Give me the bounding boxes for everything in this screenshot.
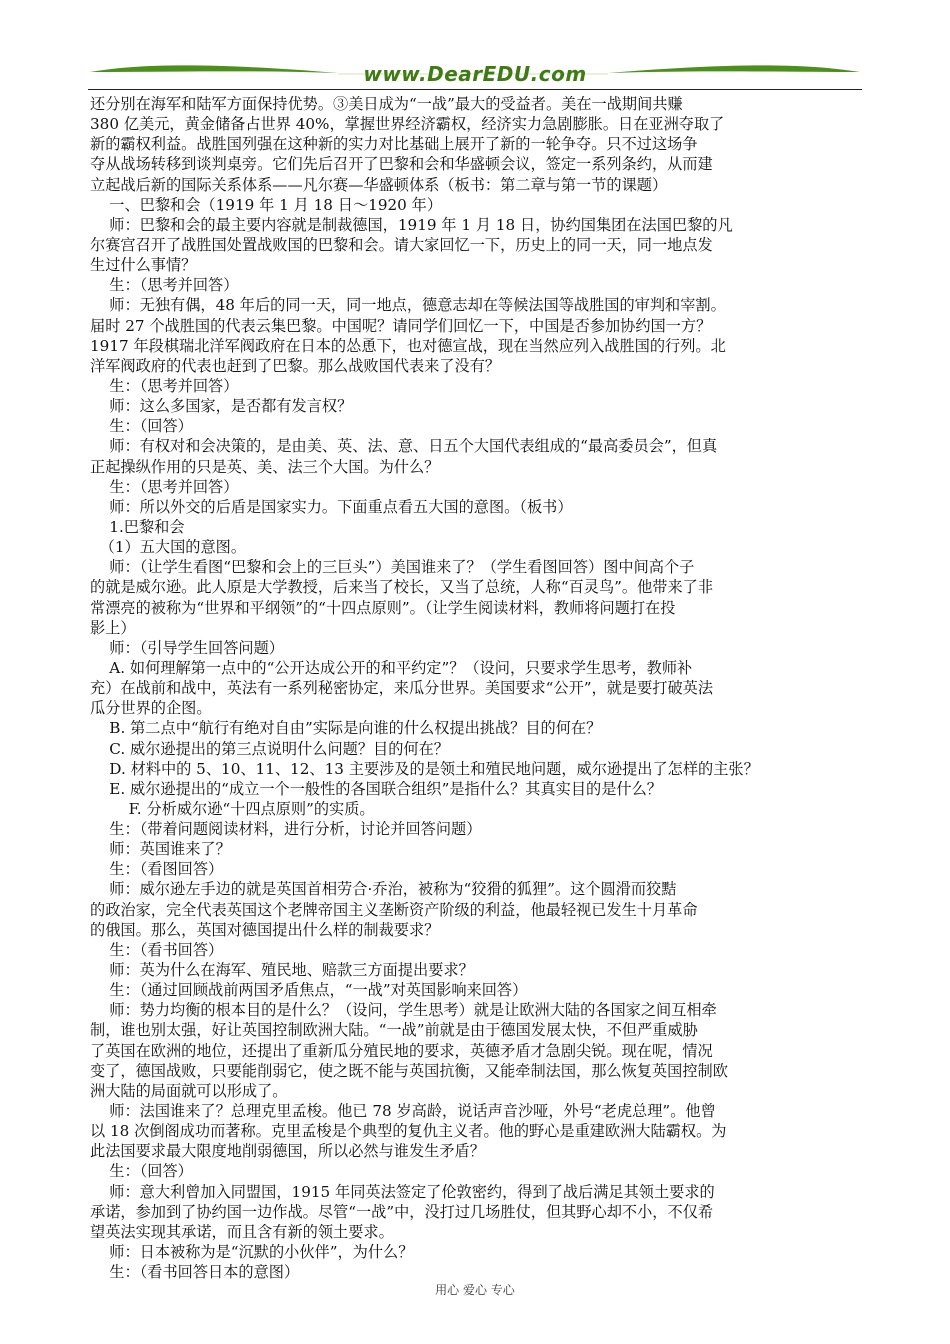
text-line: 师：英为什么在海军、殖民地、赔款三方面提出要求？ [90, 961, 474, 980]
text-line: 生过什么事情？ [90, 256, 197, 275]
text-line: A. 如何理解第一点中的“公开达成公开的和平约定”？（设问，只要求学生思考，教师补 [90, 658, 693, 677]
text-line: 一、巴黎和会（1919 年 1 月 18 日～1920 年） [90, 195, 443, 214]
text-line: 制，谁也别太强，好让英国控制欧洲大陆。“一战”前就是由于德国发展太快，不但严重威胁 [90, 1021, 698, 1040]
text-line: C. 威尔逊提出的第三点说明什么问题？目的何在？ [90, 739, 449, 758]
text-line: 瓜分世界的企图。 [90, 699, 212, 718]
text-line: 1.巴黎和会 [90, 517, 185, 536]
text-line: 师：（引导学生回答问题） [90, 638, 284, 657]
page-header [88, 58, 862, 92]
text-line: 常漂亮的被称为“世界和平纲领”的“十四点原则”。（让学生阅读材料，教师将问题打在投 [90, 598, 676, 617]
text-line: 380 亿美元，黄金储备占世界 40%，掌握世界经济霸权，经济实力急剧膨胀。日在亚洲夺取了 [90, 115, 725, 134]
text-line: 师：这么多国家，是否都有发言权？ [90, 397, 353, 416]
text-line: 以 18 次倒阁成功而著称。克里孟梭是个典型的复仇主义者。他的野心是重建欧洲大陆霸权。为 [90, 1122, 727, 1141]
document-body [90, 94, 870, 1282]
text-line: 的政治家，完全代表英国这个老牌帝国主义垄断资产阶级的利益，他最轻视已发生十月革命 [90, 900, 698, 919]
text-line: 生：（看书回答日本的意图） [90, 1263, 300, 1282]
text-line: 夺从战场转移到谈判桌旁。它们先后召开了巴黎和会和华盛顿会议，签定一系列条约，从而建 [90, 155, 713, 174]
text-line: 届时 27 个战胜国的代表云集巴黎。中国呢？请同学们回忆一下，中国是否参加协约国一方？ [90, 316, 712, 335]
text-line: 正起操纵作用的只是英、美、法三个大国。为什么？ [90, 457, 440, 476]
text-line: 师：巴黎和会的最主要内容就是制裁德国，1919 年 1 月 18 日，协约国集团在法国巴黎的凡 [90, 215, 733, 234]
site-logo-text[interactable]: www.DearEDU.com [363, 62, 587, 86]
text-line: 立起战后新的国际关系体系——凡尔赛—华盛顿体系（板书：第二章与第一节的课题） [90, 175, 668, 194]
text-line: 的就是威尔逊。此人原是大学教授，后来当了校长，又当了总统，人称“百灵鸟”。他带来了非 [90, 578, 714, 597]
text-line: 师：英国谁来了？ [90, 840, 231, 859]
text-line: 生：（带着问题阅读材料，进行分析，讨论并回答问题） [90, 820, 482, 839]
text-line: 尔赛宫召开了战胜国处置战败国的巴黎和会。请大家回忆一下，历史上的同一天，同一地点发 [90, 235, 713, 254]
text-line: 生：（通过回顾战前两国矛盾焦点，“一战”对英国影响来回答） [90, 981, 528, 1000]
text-line: 师：意大利曾加入同盟国，1915 年同英法签定了伦敦密约，得到了战后满足其领土要求的 [90, 1182, 715, 1201]
text-line: 1917 年段棋瑞北洋军阀政府在日本的怂恿下，也对德宣战，现在当然应列入战胜国的行列。北 [90, 336, 726, 355]
text-line: 还分别在海军和陆军方面保持优势。③美日成为“一战”最大的受益者。美在一战期间共赚 [90, 95, 683, 113]
text-line: 新的霸权利益。战胜国列强在这种新的实力对比基础上展开了新的一轮争夺。只不过这场争 [90, 135, 698, 154]
text-line: 望英法实现其承诺，而且含有新的领土要求。 [90, 1222, 394, 1241]
text-line: 生：（思考并回答） [90, 376, 239, 395]
text-line: 生：（看书回答） [90, 940, 224, 959]
text-line: 洲大陆的局面就可以形成了。 [90, 1081, 288, 1100]
text-line: 生：（看图回答） [90, 860, 224, 879]
text-line: 师：有权对和会决策的，是由美、英、法、意、日五个大国代表组成的“最高委员会”，但真 [90, 437, 718, 456]
text-line: 师：所以外交的后盾是国家实力。下面重点看五大国的意图。（板书） [90, 497, 573, 516]
text-line: 师：法国谁来了？总理克里孟梭。他已 78 岁高龄，说话声音沙哑，外号“老虎总理”。他曾 [90, 1102, 716, 1121]
text-line: 生：（思考并回答） [90, 276, 239, 295]
text-line: B. 第二点中“航行有绝对自由”实际是向谁的什么权提出挑战？目的何在？ [90, 719, 602, 738]
text-line: 影上） [90, 618, 136, 637]
page-footer: 用心 爱心 专心 [435, 1283, 515, 1297]
text-line: 生：（思考并回答） [90, 477, 239, 496]
text-line: 生：（回答） [90, 1162, 193, 1181]
text-line: 师：无独有偶，48 年后的同一天，同一地点，德意志却在等候法国等战胜国的审判和宰割。 [90, 296, 726, 315]
text-line: 此法国要求最大限度地削弱德国，所以必然与谁发生矛盾？ [90, 1142, 485, 1161]
text-line: 变了，德国战败，只要能削弱它，使之既不能与英国抗衡，又能牵制法国，那么恢复英国控制欧 [90, 1061, 728, 1080]
text-line: F. 分析威尔逊“十四点原则”的实质。 [90, 799, 375, 818]
text-line: 师：势力均衡的根本目的是什么？（设问，学生思考）就是让欧洲大陆的各国家之间互相牵 [90, 1001, 717, 1020]
text-line: 师：（让学生看图“巴黎和会上的三巨头”）美国谁来了？（学生看图回答）图中间高个子 [90, 558, 695, 577]
header-rule [88, 89, 862, 90]
text-line: （1）五大国的意图。 [90, 538, 247, 557]
text-line: D. 材料中的 5、10、11、12、13 主要涉及的是领土和殖民地问题，威尔逊提出了怎样的主张？ [90, 759, 759, 778]
text-line: 承诺，参加到了协约国一边作战。尽管“一战”中，没打过几场胜仗，但其野心却不小，不仅希 [90, 1202, 714, 1221]
text-line: 师：威尔逊左手边的就是英国首相劳合·乔治，被称为“狡猾的狐狸”。这个圆滑而狡黠 [90, 880, 677, 899]
text-line: 充）在战前和战中，英法有一系列秘密协定，来瓜分世界。美国要求“公开”，就是要打破英法 [90, 679, 714, 698]
text-line: 了英国在欧洲的地位，还提出了重新瓜分殖民地的要求，英德矛盾才急剧尖锐。现在呢，情况 [90, 1041, 713, 1060]
text-line: 生：（回答） [90, 417, 193, 436]
text-line: 师：日本被称为是“沉默的小伙伴”，为什么？ [90, 1243, 414, 1262]
text-line: 洋军阀政府的代表也赶到了巴黎。那么战败国代表来了没有？ [90, 356, 501, 375]
text-line: 的俄国。那么，英国对德国提出什么样的制裁要求？ [90, 920, 440, 939]
text-line: E. 威尔逊提出的“成立一个一般性的各国联合组织”是指什么？其真实目的是什么？ [90, 779, 662, 798]
